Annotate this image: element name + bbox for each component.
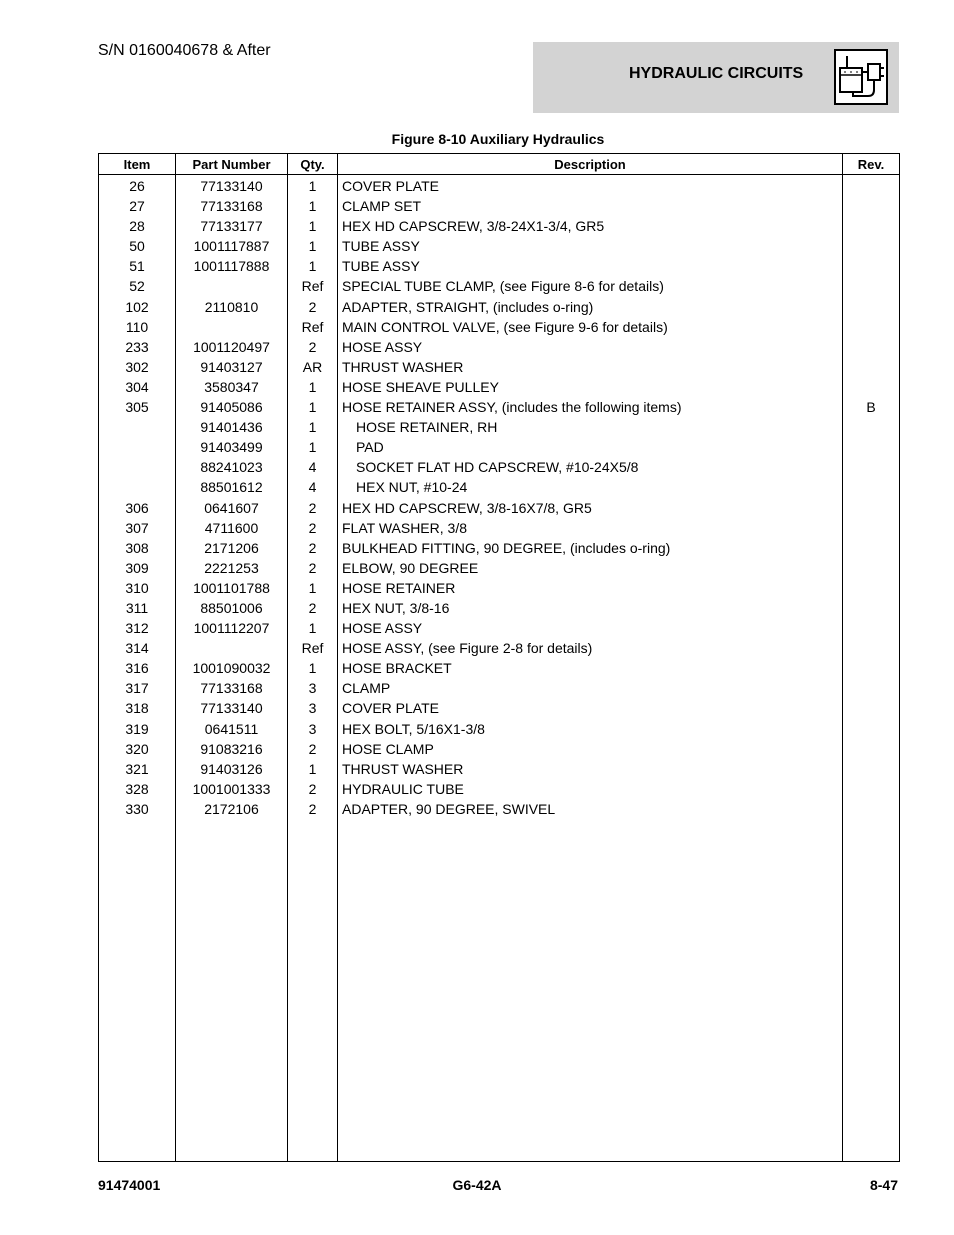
row-qty: 1	[288, 658, 338, 678]
row-qty: 2	[288, 598, 338, 618]
table-row	[99, 236, 900, 256]
row-rev: B	[843, 397, 900, 417]
row-qty: 2	[288, 739, 338, 759]
table-row	[99, 719, 900, 739]
doc-number: 91474001	[98, 1177, 161, 1193]
row-qty: 1	[288, 236, 338, 256]
row-part-number: 91405086	[176, 397, 288, 417]
row-part-number: 1001112207	[176, 618, 288, 638]
row-description: FLAT WASHER, 3/8	[338, 518, 843, 538]
row-item: 102	[99, 297, 176, 317]
row-rev	[843, 598, 900, 618]
row-qty: 1	[288, 397, 338, 417]
col-header-qty: Qty.	[288, 154, 338, 175]
row-item: 27	[99, 196, 176, 216]
row-item: 312	[99, 618, 176, 638]
row-description: HOSE RETAINER ASSY, (includes the following items)	[338, 397, 843, 417]
row-description: COVER PLATE	[338, 698, 843, 718]
row-part-number: 77133168	[176, 196, 288, 216]
table-row	[99, 779, 900, 799]
row-rev	[843, 618, 900, 638]
col-header-part-number: Part Number	[176, 154, 288, 175]
table-row	[99, 297, 900, 317]
row-qty: 2	[288, 498, 338, 518]
row-description: HOSE ASSY	[338, 337, 843, 357]
row-part-number: 88501006	[176, 598, 288, 618]
row-rev	[843, 498, 900, 518]
row-rev	[843, 276, 900, 296]
row-rev	[843, 297, 900, 317]
row-description: HOSE RETAINER, RH	[338, 417, 843, 437]
row-part-number: 88501612	[176, 477, 288, 497]
row-item: 26	[99, 175, 176, 197]
row-qty: 1	[288, 377, 338, 397]
table-row	[99, 618, 900, 638]
table-row	[99, 397, 900, 417]
row-part-number	[176, 638, 288, 658]
row-qty: Ref	[288, 638, 338, 658]
row-qty: 2	[288, 337, 338, 357]
row-part-number: 0641511	[176, 719, 288, 739]
row-description: THRUST WASHER	[338, 357, 843, 377]
table-row	[99, 357, 900, 377]
row-part-number: 1001117888	[176, 256, 288, 276]
table-row	[99, 658, 900, 678]
row-qty: 1	[288, 759, 338, 779]
row-qty: 2	[288, 779, 338, 799]
row-item: 304	[99, 377, 176, 397]
row-description: CLAMP	[338, 678, 843, 698]
table-row	[99, 175, 900, 197]
table-row	[99, 558, 900, 578]
row-part-number: 1001001333	[176, 779, 288, 799]
row-part-number: 2110810	[176, 297, 288, 317]
row-qty: AR	[288, 357, 338, 377]
row-qty: 1	[288, 216, 338, 236]
filler-cell	[338, 819, 843, 1162]
row-description: HOSE CLAMP	[338, 739, 843, 759]
row-item: 321	[99, 759, 176, 779]
row-item: 320	[99, 739, 176, 759]
table-row	[99, 216, 900, 236]
figure-title: Figure 8-10 Auxiliary Hydraulics	[391, 131, 605, 147]
row-part-number: 77133168	[176, 678, 288, 698]
filler-cell	[843, 819, 900, 1162]
row-description: HEX HD CAPSCREW, 3/8-16X7/8, GR5	[338, 498, 843, 518]
row-qty: 1	[288, 175, 338, 197]
row-rev	[843, 337, 900, 357]
row-item: 233	[99, 337, 176, 357]
row-qty: Ref	[288, 276, 338, 296]
row-rev	[843, 175, 900, 197]
table-row	[99, 337, 900, 357]
filler-cell	[176, 819, 288, 1162]
row-item: 330	[99, 799, 176, 819]
row-rev	[843, 216, 900, 236]
row-description: COVER PLATE	[338, 175, 843, 197]
table-filler-row	[99, 819, 900, 1162]
row-rev	[843, 457, 900, 477]
row-part-number: 1001117887	[176, 236, 288, 256]
row-rev	[843, 658, 900, 678]
row-part-number: 91401436	[176, 417, 288, 437]
table-row	[99, 498, 900, 518]
row-item: 309	[99, 558, 176, 578]
table-row	[99, 417, 900, 437]
table-row	[99, 538, 900, 558]
table-row	[99, 317, 900, 337]
row-description: SOCKET FLAT HD CAPSCREW, #10-24X5/8	[338, 457, 843, 477]
row-part-number: 91403499	[176, 437, 288, 457]
row-part-number: 2172106	[176, 799, 288, 819]
row-rev	[843, 437, 900, 457]
row-qty: 2	[288, 799, 338, 819]
row-part-number: 2171206	[176, 538, 288, 558]
row-rev	[843, 799, 900, 819]
row-part-number	[176, 276, 288, 296]
row-part-number: 0641607	[176, 498, 288, 518]
row-rev	[843, 698, 900, 718]
row-description: TUBE ASSY	[338, 236, 843, 256]
row-qty: 2	[288, 518, 338, 538]
row-part-number: 77133140	[176, 698, 288, 718]
table-row	[99, 518, 900, 538]
row-qty: 3	[288, 698, 338, 718]
row-rev	[843, 518, 900, 538]
row-description: HEX NUT, #10-24	[338, 477, 843, 497]
row-item: 316	[99, 658, 176, 678]
row-qty: 3	[288, 719, 338, 739]
row-rev	[843, 317, 900, 337]
table-row	[99, 196, 900, 216]
row-description: HEX BOLT, 5/16X1-3/8	[338, 719, 843, 739]
filler-cell	[288, 819, 338, 1162]
row-item: 314	[99, 638, 176, 658]
row-rev	[843, 759, 900, 779]
row-description: SPECIAL TUBE CLAMP, (see Figure 8-6 for details)	[338, 276, 843, 296]
row-description: HOSE RETAINER	[338, 578, 843, 598]
row-description: ADAPTER, 90 DEGREE, SWIVEL	[338, 799, 843, 819]
parts-table	[98, 153, 900, 1162]
row-part-number: 3580347	[176, 377, 288, 397]
row-description: HEX HD CAPSCREW, 3/8-24X1-3/4, GR5	[338, 216, 843, 236]
row-part-number: 2221253	[176, 558, 288, 578]
row-qty: 2	[288, 558, 338, 578]
row-item	[99, 437, 176, 457]
row-part-number: 91403127	[176, 357, 288, 377]
table-row	[99, 377, 900, 397]
row-part-number: 1001101788	[176, 578, 288, 598]
row-description: ADAPTER, STRAIGHT, (includes o-ring)	[338, 297, 843, 317]
row-item: 305	[99, 397, 176, 417]
hydraulic-circuit-icon	[833, 48, 889, 106]
table-row	[99, 638, 900, 658]
row-rev	[843, 477, 900, 497]
row-qty: 2	[288, 538, 338, 558]
row-rev	[843, 719, 900, 739]
row-item: 319	[99, 719, 176, 739]
row-qty: 1	[288, 417, 338, 437]
row-description: BULKHEAD FITTING, 90 DEGREE, (includes o-ring)	[338, 538, 843, 558]
table-row	[99, 799, 900, 819]
row-item: 302	[99, 357, 176, 377]
table-row	[99, 477, 900, 497]
table-row	[99, 437, 900, 457]
row-item: 328	[99, 779, 176, 799]
row-description: PAD	[338, 437, 843, 457]
row-item	[99, 457, 176, 477]
row-rev	[843, 236, 900, 256]
table-row	[99, 739, 900, 759]
row-rev	[843, 739, 900, 759]
table-row	[99, 698, 900, 718]
row-rev	[843, 678, 900, 698]
row-part-number: 91083216	[176, 739, 288, 759]
row-qty: 1	[288, 437, 338, 457]
row-rev	[843, 558, 900, 578]
row-rev	[843, 256, 900, 276]
row-rev	[843, 779, 900, 799]
row-qty: 1	[288, 578, 338, 598]
row-item: 50	[99, 236, 176, 256]
row-qty: 4	[288, 477, 338, 497]
row-item: 308	[99, 538, 176, 558]
row-description: THRUST WASHER	[338, 759, 843, 779]
row-qty: 3	[288, 678, 338, 698]
row-qty: 1	[288, 196, 338, 216]
row-part-number: 77133140	[176, 175, 288, 197]
row-part-number: 1001120497	[176, 337, 288, 357]
row-part-number	[176, 317, 288, 337]
row-qty: 1	[288, 256, 338, 276]
row-part-number: 88241023	[176, 457, 288, 477]
table-row	[99, 276, 900, 296]
model-number: G6-42A	[452, 1177, 502, 1193]
row-qty: 2	[288, 297, 338, 317]
page-number: 8-47	[869, 1177, 898, 1193]
table-row	[99, 759, 900, 779]
col-header-rev: Rev.	[843, 154, 900, 175]
row-item: 306	[99, 498, 176, 518]
row-qty: Ref	[288, 317, 338, 337]
section-title: HYDRAULIC CIRCUITS	[629, 65, 804, 82]
table-header-row	[99, 154, 900, 175]
row-item: 110	[99, 317, 176, 337]
row-description: MAIN CONTROL VALVE, (see Figure 9-6 for details)	[338, 317, 843, 337]
row-item	[99, 417, 176, 437]
col-header-description: Description	[338, 154, 843, 175]
row-description: TUBE ASSY	[338, 256, 843, 276]
row-rev	[843, 377, 900, 397]
row-rev	[843, 417, 900, 437]
row-description: HEX NUT, 3/8-16	[338, 598, 843, 618]
row-qty: 4	[288, 457, 338, 477]
row-description: ELBOW, 90 DEGREE	[338, 558, 843, 578]
row-description: HOSE ASSY, (see Figure 2-8 for details)	[338, 638, 843, 658]
row-description: HOSE BRACKET	[338, 658, 843, 678]
row-rev	[843, 638, 900, 658]
section-header	[533, 42, 899, 113]
row-rev	[843, 196, 900, 216]
row-item: 51	[99, 256, 176, 276]
row-description: HOSE ASSY	[338, 618, 843, 638]
row-part-number: 4711600	[176, 518, 288, 538]
row-item: 310	[99, 578, 176, 598]
row-item: 311	[99, 598, 176, 618]
row-part-number: 91403126	[176, 759, 288, 779]
row-part-number: 77133177	[176, 216, 288, 236]
row-item: 52	[99, 276, 176, 296]
serial-number: S/N 0160040678 & After	[98, 42, 271, 59]
filler-cell	[99, 819, 176, 1162]
row-rev	[843, 578, 900, 598]
col-header-item: Item	[99, 154, 176, 175]
table-row	[99, 457, 900, 477]
row-rev	[843, 538, 900, 558]
row-rev	[843, 357, 900, 377]
row-item: 307	[99, 518, 176, 538]
table-row	[99, 598, 900, 618]
table-row	[99, 578, 900, 598]
row-qty: 1	[288, 618, 338, 638]
row-item: 28	[99, 216, 176, 236]
table-row	[99, 256, 900, 276]
row-item	[99, 477, 176, 497]
row-part-number: 1001090032	[176, 658, 288, 678]
row-item: 318	[99, 698, 176, 718]
row-description: HOSE SHEAVE PULLEY	[338, 377, 843, 397]
row-description: CLAMP SET	[338, 196, 843, 216]
table-row	[99, 678, 900, 698]
row-item: 317	[99, 678, 176, 698]
row-description: HYDRAULIC TUBE	[338, 779, 843, 799]
